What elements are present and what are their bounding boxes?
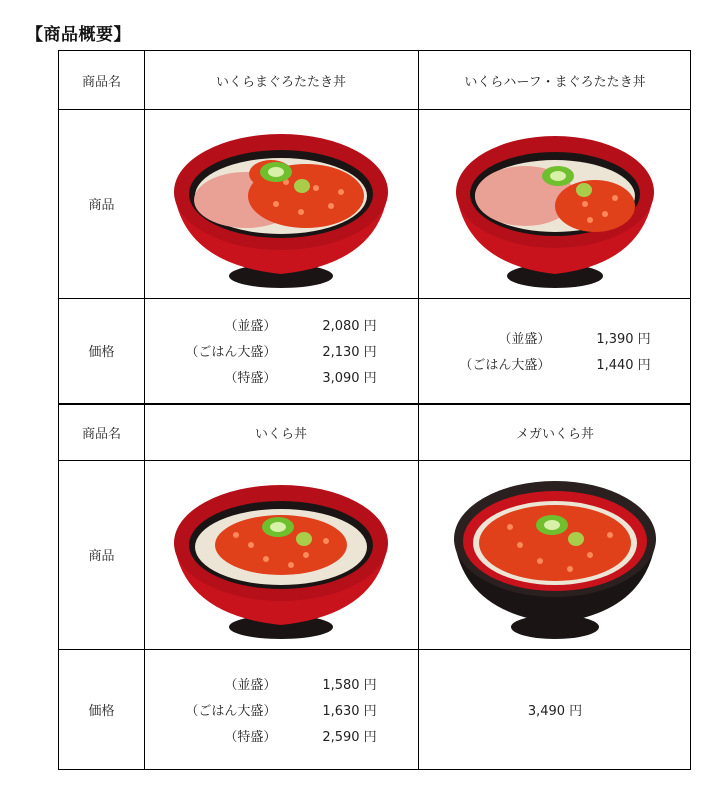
size-label: （特盛）	[224, 729, 277, 745]
row-label-name: 商品名	[81, 74, 121, 90]
product-image	[144, 109, 418, 298]
price-amount: 1,390 円	[596, 332, 651, 347]
product-image	[418, 109, 692, 298]
price-list	[144, 298, 418, 403]
price-amount: 2,080 円	[322, 319, 377, 334]
price-amount: 3,090 円	[322, 371, 377, 386]
price-amount: 1,440 円	[596, 358, 651, 373]
row-label-product: 商品	[88, 549, 115, 564]
price-list	[418, 298, 692, 403]
ikura-maguro-tataki-bowl	[166, 114, 396, 294]
size-label: （ごはん大盛）	[459, 358, 551, 373]
mega-ikura-don-bowl	[450, 465, 660, 645]
size-label: （並盛）	[224, 319, 277, 334]
row-label-price: 価格	[88, 703, 115, 719]
product-name: いくら丼	[254, 426, 307, 442]
row-label-price: 価格	[88, 345, 115, 360]
price-amount: 2,130 円	[322, 345, 377, 360]
ikura-don-bowl	[166, 465, 396, 645]
product-image	[418, 460, 692, 649]
size-label: （ごはん大盛）	[185, 703, 277, 719]
price-list	[144, 649, 418, 769]
size-label: （並盛）	[498, 332, 551, 347]
ikura-half-maguro-tataki-bowl	[450, 114, 660, 294]
product-name: いくらハーフ・まぐろたたき丼	[464, 74, 646, 90]
row-label-product: 商品	[88, 198, 115, 213]
size-label: （特盛）	[224, 371, 277, 386]
product-overview-table	[58, 50, 691, 770]
size-label: （ごはん大盛）	[185, 345, 277, 360]
price-amount: 1,580 円	[322, 677, 377, 693]
row-label-name: 商品名	[81, 426, 121, 442]
product-image	[144, 460, 418, 649]
product-name: いくらまぐろたたき丼	[215, 74, 346, 90]
price-amount: 3,490 円	[527, 703, 583, 719]
product-name: メガいくら丼	[515, 426, 594, 442]
size-label: （並盛）	[224, 677, 277, 693]
section-heading: 【商品概要】	[26, 25, 131, 45]
price-amount: 2,590 円	[322, 729, 377, 745]
price-amount: 1,630 円	[322, 703, 377, 719]
